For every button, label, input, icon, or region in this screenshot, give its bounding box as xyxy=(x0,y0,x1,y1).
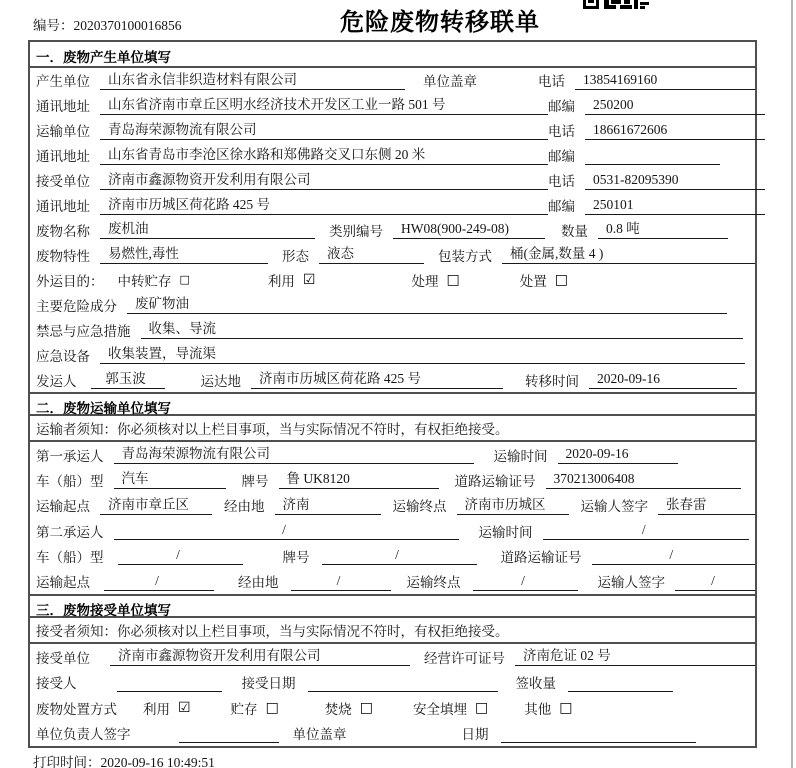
row-accepting-unit xyxy=(30,644,755,670)
qr-code-fragment-icon xyxy=(583,0,651,10)
option-label: 利用 xyxy=(143,701,170,717)
field-label: 经由地 xyxy=(224,499,265,515)
field-value: 收集装置，导流渠 xyxy=(100,345,745,364)
field-label: 邮编 xyxy=(548,199,575,215)
checkbox-other: □ xyxy=(559,699,573,716)
field-label: 废物名称 xyxy=(36,223,90,239)
checkbox-store: □ xyxy=(265,699,279,716)
field-label: 禁忌与应急措施 xyxy=(36,323,131,339)
field-value: 济南市鑫源物资开发利用有限公司 xyxy=(100,171,548,190)
field-label: 运输起点 xyxy=(36,499,90,515)
field-value: 济南市历城区荷花路 425 号 xyxy=(100,196,548,215)
checkbox-utilize-checked: ☑ xyxy=(178,699,191,716)
field-label: 运输时间 xyxy=(493,448,548,464)
field-label: 第一承运人 xyxy=(36,448,104,464)
field-value xyxy=(585,146,720,165)
field-value: 青岛海荣源物流有限公司 xyxy=(100,121,548,140)
row-producer-unit xyxy=(30,68,755,93)
row-consignor xyxy=(30,367,755,392)
field-value: 收集、导流 xyxy=(141,320,744,339)
field-label: 电话 xyxy=(548,124,575,140)
field-label: 经由地 xyxy=(238,575,279,591)
row-vehicle-type-2 xyxy=(30,543,755,568)
field-value: 250101 xyxy=(585,196,765,215)
section3-notice: 接受者须知：你必须核对以上栏目事项，当与实际情况不符时，有权拒绝接受。 xyxy=(30,618,755,644)
field-value xyxy=(179,724,279,743)
field-value: 济南 xyxy=(275,496,381,515)
field-label: 接受日期 xyxy=(241,676,296,692)
field-label: 产生单位 xyxy=(36,74,90,90)
field-label: 牌号 xyxy=(241,473,269,489)
field-value: 鲁 UK8120 xyxy=(279,470,439,489)
field-label: 接受单位 xyxy=(36,174,90,190)
checkbox-transit-storage: □ xyxy=(179,273,190,287)
field-value: / xyxy=(543,521,750,540)
field-value: 13854169160 xyxy=(575,71,755,90)
row-vehicle-type-1 xyxy=(30,467,755,492)
field-label: 类别编号 xyxy=(329,223,383,239)
field-label: 接受单位 xyxy=(36,650,90,666)
section2-body xyxy=(30,442,755,594)
field-label: 单位盖章 xyxy=(292,727,347,743)
field-label: 签收量 xyxy=(515,676,556,692)
field-value: / xyxy=(592,546,756,565)
field-value: 济南市历城区 xyxy=(457,496,569,515)
field-label: 通讯地址 xyxy=(36,199,90,215)
field-label: 日期 xyxy=(461,727,489,743)
field-label: 邮编 xyxy=(548,149,575,165)
option-label: 焚烧 xyxy=(324,701,352,717)
row-transport-route-1 xyxy=(30,493,755,518)
field-label: 转移时间 xyxy=(525,373,579,389)
field-value: 0.8 吨 xyxy=(598,220,728,239)
field-value: / xyxy=(291,572,391,591)
field-label: 运输终点 xyxy=(392,499,447,515)
field-label: 数量 xyxy=(561,223,588,239)
serial-number xyxy=(33,14,182,34)
field-label: 车（船）型 xyxy=(36,473,104,489)
row-transport-route-2 xyxy=(30,569,755,594)
field-value: / xyxy=(322,546,477,565)
field-value: 山东省青岛市李沧区徐水路和郑佛路交叉口东侧 20 米 xyxy=(100,146,548,165)
row-transport-address xyxy=(30,143,755,168)
field-label: 外运目的： xyxy=(36,273,104,289)
row-acceptor xyxy=(30,670,755,696)
field-label: 运输时间 xyxy=(478,524,533,540)
field-value: 山东省永信非织造材料有限公司 xyxy=(100,71,405,90)
row-main-hazard xyxy=(30,292,755,317)
field-value: 废机油 xyxy=(100,220,315,239)
print-time: 打印时间：2020-09-16 10:49:51 xyxy=(33,755,215,768)
field-label: 废物处置方式 xyxy=(36,701,117,717)
field-value: 济南危证 02 号 xyxy=(515,647,755,666)
checkbox-treat: □ xyxy=(446,271,460,288)
row-transfer-purpose xyxy=(30,267,755,292)
field-label: 运输起点 xyxy=(36,575,90,591)
section2-notice: 运输者须知：你必须核对以上栏目事项，当与实际情况不符时，有权拒绝接受。 xyxy=(30,416,755,442)
row-disposal-method xyxy=(30,695,755,721)
field-value: 2020-09-16 xyxy=(558,445,678,464)
field-value xyxy=(501,724,696,743)
row-receiver-address xyxy=(30,193,755,218)
field-value: / xyxy=(114,521,459,540)
field-value: 易燃性,毒性 xyxy=(100,245,268,264)
field-label: 运输终点 xyxy=(406,575,461,591)
field-value: 2020-09-16 xyxy=(589,370,737,389)
option-label: 其他 xyxy=(524,701,552,717)
field-label: 应急设备 xyxy=(36,348,90,364)
checkbox-utilize-checked: ☑ xyxy=(302,271,316,288)
page-title: 危险废物转移联单 xyxy=(340,9,540,36)
field-value: 0531-82095390 xyxy=(585,171,765,190)
field-value xyxy=(568,673,673,692)
field-label: 形态 xyxy=(282,248,309,264)
field-label: 通讯地址 xyxy=(36,149,90,165)
field-label: 运输单位 xyxy=(36,124,90,140)
field-label: 电话 xyxy=(548,174,575,190)
field-value: 郭玉波 xyxy=(91,370,165,389)
manifest-form-table xyxy=(28,40,757,748)
row-emergency-measures xyxy=(30,317,755,342)
field-value: 济南市历城区荷花路 425 号 xyxy=(251,370,503,389)
serial-number-value: 2020370100016856 xyxy=(73,18,182,33)
option-label: 中转贮存 xyxy=(117,273,172,289)
field-label: 单位负责人签字 xyxy=(36,727,131,743)
field-label: 牌号 xyxy=(282,549,310,565)
section2-header: 二．废物运输单位填写 xyxy=(30,392,755,416)
field-value: 济南市鑫源物资开发利用有限公司 xyxy=(110,647,410,666)
field-label: 主要危险成分 xyxy=(36,298,117,314)
field-value: 250200 xyxy=(585,96,765,115)
field-label: 运输人签字 xyxy=(580,499,648,515)
field-label: 运达地 xyxy=(200,373,241,389)
field-value: / xyxy=(118,546,243,565)
row-waste-name xyxy=(30,218,755,243)
row-transport-unit xyxy=(30,118,755,143)
option-label: 利用 xyxy=(267,273,295,289)
row-waste-character xyxy=(30,242,755,267)
field-label: 运输人签字 xyxy=(597,575,665,591)
section3-header: 三．废物接受单位填写 xyxy=(30,594,755,618)
field-value xyxy=(117,673,222,692)
section1-header: 一．废物产生单位填写 xyxy=(30,42,755,68)
field-value: / xyxy=(675,572,755,591)
field-value: 济南市章丘区 xyxy=(100,496,212,515)
field-label: 车（船）型 xyxy=(36,549,104,565)
row-receiver-unit xyxy=(30,168,755,193)
option-label: 安全填埋 xyxy=(413,701,468,717)
field-value: 18661672606 xyxy=(585,121,765,140)
field-label: 接受人 xyxy=(36,676,77,692)
field-value xyxy=(308,673,498,692)
row-second-carrier xyxy=(30,518,755,543)
field-value: 桶(金属,数量 4 ) xyxy=(502,245,755,264)
field-label: 废物特性 xyxy=(36,248,90,264)
checkbox-landfill: □ xyxy=(475,699,489,716)
field-value: / xyxy=(104,572,214,591)
row-producer-address xyxy=(30,93,755,118)
field-value: 370213006408 xyxy=(546,470,742,489)
field-label: 道路运输证号 xyxy=(500,549,582,565)
serial-number-label: 编号： xyxy=(33,18,74,33)
field-value: 山东省济南市章丘区明水经济技术开发区工业一路 501 号 xyxy=(100,96,548,115)
field-label: 道路运输证号 xyxy=(454,473,536,489)
checkbox-incinerate: □ xyxy=(359,699,374,716)
option-label: 贮存 xyxy=(230,701,258,717)
field-label: 电话 xyxy=(538,74,565,90)
field-label: 经营许可证号 xyxy=(424,650,505,666)
section3-body xyxy=(30,644,755,746)
field-label: 单位盖章 xyxy=(423,74,477,90)
page-edge-line xyxy=(791,0,793,768)
field-value: 液态 xyxy=(319,245,424,264)
field-value: HW08(900-249-08) xyxy=(393,220,545,239)
row-responsible-signature xyxy=(30,721,755,747)
option-label: 处理 xyxy=(411,273,439,289)
row-emergency-equipment xyxy=(30,342,755,367)
field-label: 发运人 xyxy=(36,373,77,389)
row-first-carrier xyxy=(30,442,755,467)
field-label: 邮编 xyxy=(548,99,575,115)
option-label: 处置 xyxy=(519,273,547,289)
field-value: 废矿物油 xyxy=(127,295,727,314)
field-value: / xyxy=(473,572,578,591)
field-label: 通讯地址 xyxy=(36,99,90,115)
field-value: 青岛海荣源物流有限公司 xyxy=(114,445,474,464)
field-label: 第二承运人 xyxy=(36,524,104,540)
field-value: 汽车 xyxy=(114,470,226,489)
checkbox-dispose: □ xyxy=(554,271,568,288)
field-label: 包装方式 xyxy=(438,248,492,264)
field-value: 张春雷 xyxy=(658,496,755,515)
section1-body xyxy=(30,68,755,392)
